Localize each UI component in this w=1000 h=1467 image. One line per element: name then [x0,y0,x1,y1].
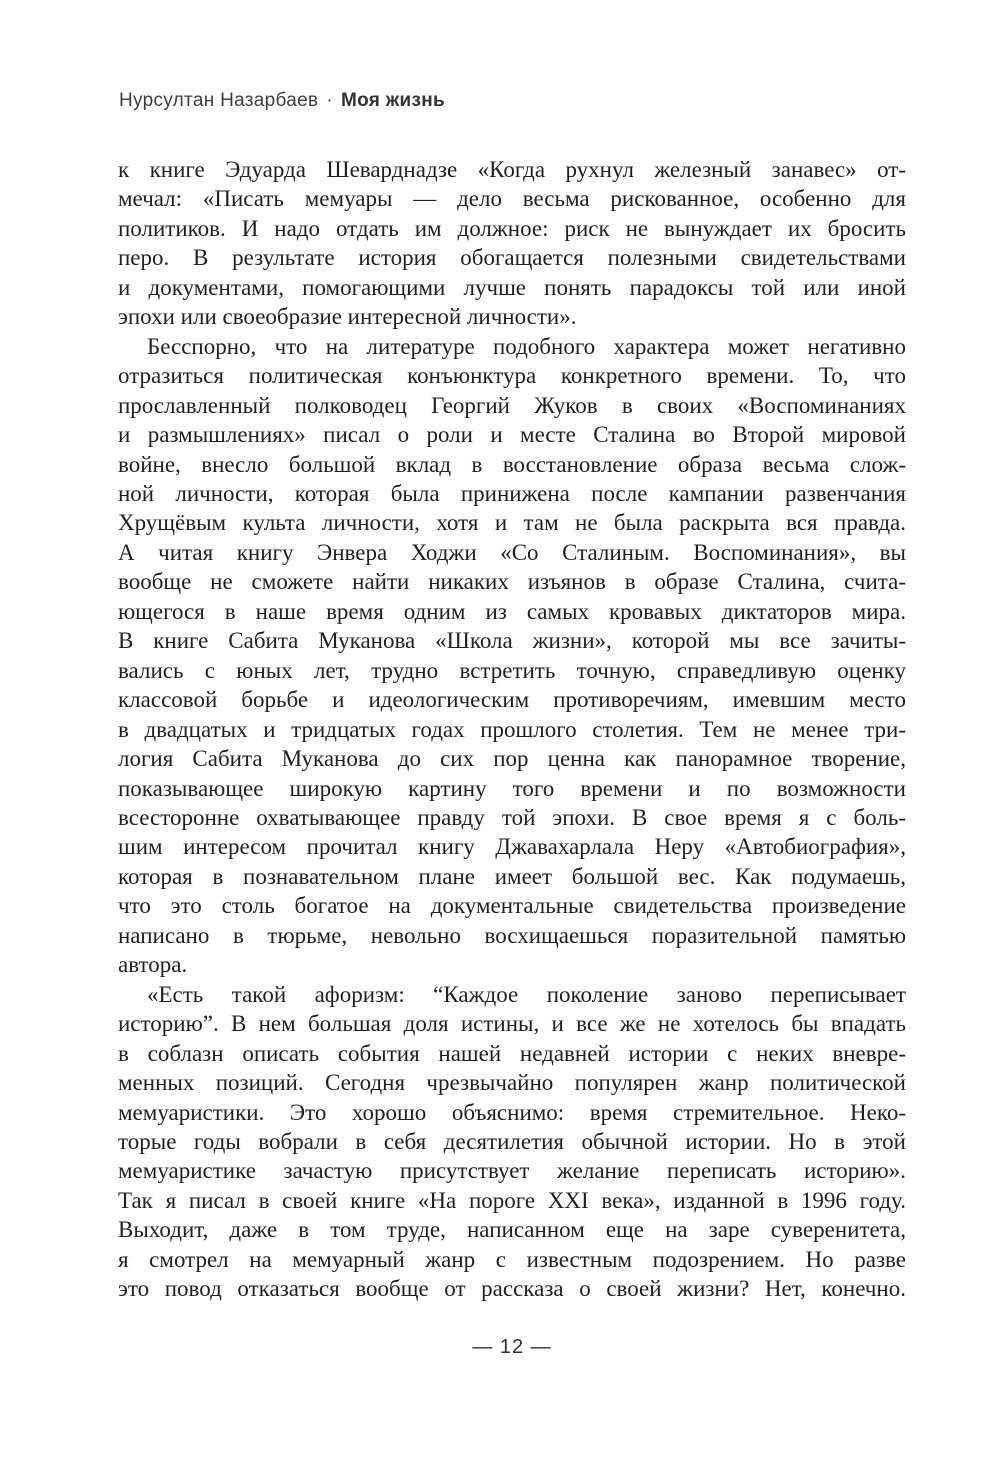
text-line: отразиться политическая конъюнктура конкретного времени. То, что [118,363,906,389]
text-line: Бесспорно, что на литературе подобного характера может негативно [147,333,906,359]
text-line: историю”. В нем большая доля истины, и все же не хотелось бы впадать [118,1011,906,1037]
text-line: в двадцатых и тридцатых годах прошлого столетия. Тем не менее три- [118,716,906,742]
text-line: и документами, помогающими лучше понять парадоксы той или иной [118,274,906,300]
text-line: показывающее широкую картину того времени и по возможности [118,775,906,801]
text-line: Хрущёвым культа личности, хотя и там не была раскрыта вся правда. [118,510,906,536]
text-line: А читая книгу Энвера Ходжи «Со Сталиным. Воспоминания», вы [118,539,906,565]
text-line: В книге Сабита Муканова «Школа жизни», которой мы все зачиты- [118,628,906,654]
running-header [119,90,445,112]
page-footer [118,1336,906,1359]
page-number: — 12 — [472,1336,552,1358]
text-line: шим интересом прочитал книгу Джавахарлала Неру «Автобиография», [118,834,906,860]
header-separator: · [326,90,334,111]
text-line: в соблазн описать события нашей недавней истории с неких вневре- [118,1040,906,1066]
text-line: вались с юных лет, трудно встретить точную, справедливую оценку [118,657,906,683]
text-line: торые годы вобрали в себя десятилетия обычной истории. Но в этой [118,1128,906,1154]
text-line: войне, внесло большой вклад в восстановление образа весьма слож- [118,451,906,477]
text-line: Так я писал в своей книге «На пороге XXI века», изданной в 1996 году. [118,1187,906,1213]
text-line: классовой борьбе и идеологическим противоречиям, имевшим место [118,687,906,713]
text-line: автора. [118,952,188,978]
text-line: к книге Эдуарда Шеварднадзе «Когда рухнул железный занавес» от- [118,157,906,182]
text-line: ной личности, которая была принижена после кампании развенчания [118,480,906,506]
text-line: что это столь богатое на документальные свидетельства произведение [118,893,906,919]
text-line: вообще не сможете найти никаких изъянов в образе Сталина, счита- [118,569,906,595]
header-book-title: Моя жизнь [341,90,446,111]
text-line: мемуаристике зачастую присутствует желание переписать историю». [118,1158,906,1184]
text-line: перо. В результате история обогащается полезными свидетельствами [118,245,906,271]
text-line: всесторонне охватывающее правду той эпохи. В свое время я с боль- [118,804,906,830]
header-author: Нурсултан Назарбаев [119,90,319,111]
text-line: прославленный полководец Георгий Жуков в своих «Воспоминаниях [118,392,906,418]
body-text [118,155,906,1304]
text-line: «Есть такой афоризм: “Каждое поколение заново переписывает [147,981,906,1007]
text-line: и размышлениях» писал о роли и месте Сталина во Второй мировой [118,422,906,448]
text-line: менных позиций. Сегодня чрезвычайно популярен жанр политической [118,1070,906,1096]
text-line: логия Сабита Муканова до сих пор ценна как панорамное творение, [118,746,906,772]
text-line: эпохи или своеобразие интересной личности». [118,304,577,330]
text-line: мемуаристики. Это хорошо объяснимо: время стремительное. Неко- [118,1099,906,1125]
text-line: мечал: «Писать мемуары — дело весьма рискованное, особенно для [118,186,906,212]
text-line: которая в познавательном плане имеет большой вес. Как подумаешь, [118,863,906,889]
text-line: это повод отказаться вообще от рассказа о своей жизни? Нет, конечно. [118,1276,906,1302]
text-line: написано в тюрьме, невольно восхищаешься поразительной памятью [118,922,906,948]
text-line: Выходит, даже в том труде, написанном еще на заре суверенитета, [118,1217,906,1243]
text-line: ющегося в наше время одним из самых кровавых диктаторов мира. [118,598,906,624]
text-line: политиков. И надо отдать им должное: риск не вынуждает их бросить [118,215,906,241]
text-line: я смотрел на мемуарный жанр с известным подозрением. Но разве [118,1246,906,1272]
